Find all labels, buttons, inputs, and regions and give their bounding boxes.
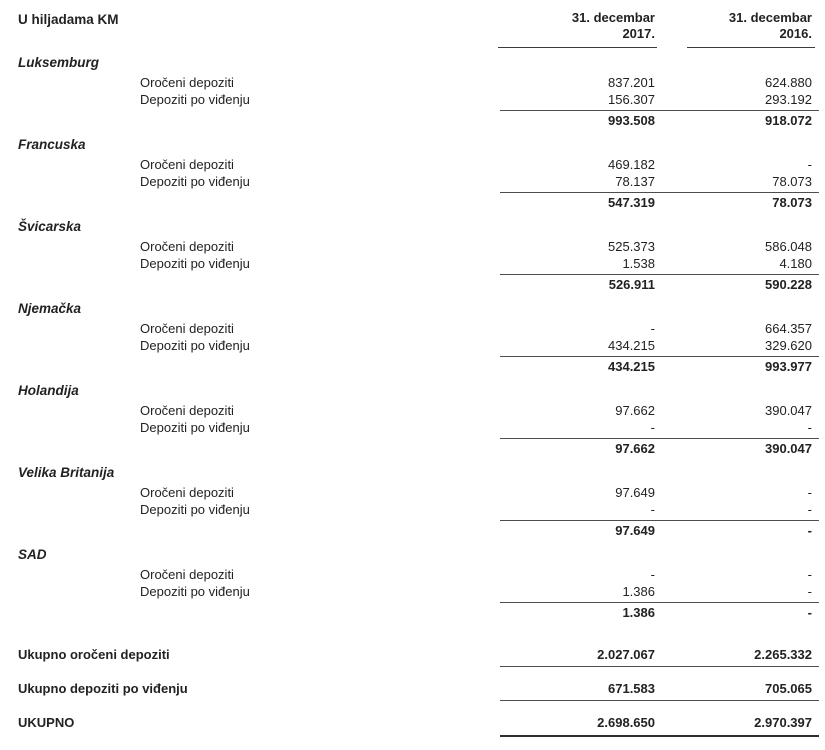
subtotal-2016: - bbox=[807, 605, 812, 620]
value-2016: 624.880 bbox=[765, 75, 812, 90]
total-label: Ukupno depoziti po viđenju bbox=[18, 681, 188, 696]
subtotal-2017: 526.911 bbox=[608, 277, 655, 292]
header-underline-2016 bbox=[687, 47, 815, 48]
total-rule-row bbox=[18, 663, 812, 680]
subtotal-row bbox=[18, 358, 812, 376]
value-2017: 469.182 bbox=[608, 157, 655, 172]
subtotal-row bbox=[18, 604, 812, 622]
value-2016: 329.620 bbox=[765, 338, 812, 353]
total-2016: 705.065 bbox=[765, 681, 812, 696]
value-2016: 4.180 bbox=[779, 256, 812, 271]
unit-label: U hiljadama KM bbox=[18, 12, 119, 27]
row-label: Oročeni depoziti bbox=[140, 157, 234, 172]
subtotal-2016: 993.977 bbox=[765, 359, 812, 374]
total-rule bbox=[500, 666, 819, 667]
country-name: Švicarska bbox=[18, 219, 82, 234]
country-name: Holandija bbox=[18, 383, 79, 398]
value-2017: 156.307 bbox=[608, 92, 655, 107]
row-label: Depoziti po viđenju bbox=[140, 502, 250, 517]
value-2017: 97.662 bbox=[615, 403, 655, 418]
column-header-2016-line1: 31. decembar bbox=[728, 10, 812, 25]
value-2016: 78.073 bbox=[772, 174, 812, 189]
value-2017: 1.386 bbox=[622, 584, 655, 599]
deposit-row bbox=[18, 320, 812, 337]
value-2016: - bbox=[807, 567, 812, 582]
value-2017: - bbox=[650, 321, 655, 336]
value-2017: 837.201 bbox=[608, 75, 655, 90]
value-2016: 390.047 bbox=[765, 403, 812, 418]
deposit-row bbox=[18, 156, 812, 173]
total-2016: 2.970.397 bbox=[754, 715, 812, 730]
value-2016: - bbox=[807, 485, 812, 500]
subtotal-rule bbox=[500, 520, 819, 521]
deposit-row bbox=[18, 501, 812, 518]
country-name: Luksemburg bbox=[18, 55, 100, 70]
table-header bbox=[18, 9, 812, 48]
country-section bbox=[18, 55, 812, 130]
subtotal-rule bbox=[500, 438, 819, 439]
country-name: Njemačka bbox=[18, 301, 82, 316]
totals-section bbox=[18, 646, 812, 750]
row-label: Depoziti po viđenju bbox=[140, 584, 250, 599]
value-2017: - bbox=[650, 567, 655, 582]
column-header-2016 bbox=[655, 10, 812, 48]
value-2017: 78.137 bbox=[615, 174, 655, 189]
row-label: Oročeni depoziti bbox=[140, 567, 234, 582]
subtotal-2016: 78.073 bbox=[772, 195, 812, 210]
value-2016: - bbox=[807, 584, 812, 599]
country-name: Francuska bbox=[18, 137, 86, 152]
row-label: Depoziti po viđenju bbox=[140, 420, 250, 435]
total-2017: 671.583 bbox=[608, 681, 655, 696]
total-2017: 2.698.650 bbox=[597, 715, 655, 730]
subtotal-rule bbox=[500, 274, 819, 275]
grand-total-rule bbox=[500, 735, 819, 737]
country-sections bbox=[18, 55, 812, 622]
row-label: Depoziti po viđenju bbox=[140, 338, 250, 353]
column-header-2017-line2: 2017. bbox=[622, 26, 655, 41]
column-header-2017 bbox=[498, 10, 655, 48]
total-rule bbox=[500, 700, 819, 701]
row-label: Depoziti po viđenju bbox=[140, 256, 250, 271]
total-2017: 2.027.067 bbox=[597, 647, 655, 662]
column-header-2017-line1: 31. decembar bbox=[571, 10, 655, 25]
subtotal-2017: 1.386 bbox=[622, 605, 655, 620]
country-section bbox=[18, 301, 812, 376]
value-2016: 293.192 bbox=[765, 92, 812, 107]
value-2016: 664.357 bbox=[765, 321, 812, 336]
country-section bbox=[18, 547, 812, 622]
value-2016: 586.048 bbox=[765, 239, 812, 254]
deposit-row bbox=[18, 255, 812, 272]
total-label: UKUPNO bbox=[18, 715, 75, 730]
subtotal-rule bbox=[500, 602, 819, 603]
deposit-row bbox=[18, 583, 812, 600]
value-2017: 525.373 bbox=[608, 239, 655, 254]
deposit-row bbox=[18, 173, 812, 190]
total-2016: 2.265.332 bbox=[754, 647, 812, 662]
total-label: Ukupno oročeni depoziti bbox=[18, 647, 170, 662]
total-rule-row bbox=[18, 731, 812, 750]
value-2016: - bbox=[807, 157, 812, 172]
deposit-row bbox=[18, 419, 812, 436]
country-section bbox=[18, 465, 812, 540]
country-section bbox=[18, 383, 812, 458]
country-name: SAD bbox=[18, 547, 47, 562]
row-label: Depoziti po viđenju bbox=[140, 174, 250, 189]
country-section bbox=[18, 219, 812, 294]
column-header-2016-line2: 2016. bbox=[779, 26, 812, 41]
row-label: Oročeni depoziti bbox=[140, 75, 234, 90]
value-2016: - bbox=[807, 502, 812, 517]
row-label: Oročeni depoziti bbox=[140, 403, 234, 418]
deposit-row bbox=[18, 402, 812, 419]
subtotal-row bbox=[18, 522, 812, 540]
subtotal-2016: 918.072 bbox=[765, 113, 812, 128]
value-2017: 434.215 bbox=[608, 338, 655, 353]
deposit-row bbox=[18, 566, 812, 583]
subtotal-2017: 97.662 bbox=[615, 441, 655, 456]
row-label: Oročeni depoziti bbox=[140, 485, 234, 500]
value-2017: - bbox=[650, 502, 655, 517]
row-label: Depoziti po viđenju bbox=[140, 92, 250, 107]
total-row bbox=[18, 646, 812, 663]
deposit-row bbox=[18, 238, 812, 255]
subtotal-2017: 97.649 bbox=[615, 523, 655, 538]
value-2017: 97.649 bbox=[615, 485, 655, 500]
value-2016: - bbox=[807, 420, 812, 435]
subtotal-rule bbox=[500, 110, 819, 111]
deposit-row bbox=[18, 337, 812, 354]
subtotal-rule bbox=[500, 356, 819, 357]
country-section bbox=[18, 137, 812, 212]
subtotal-2016: 590.228 bbox=[765, 277, 812, 292]
subtotal-row bbox=[18, 276, 812, 294]
total-row bbox=[18, 680, 812, 697]
subtotal-2016: 390.047 bbox=[765, 441, 812, 456]
deposit-row bbox=[18, 484, 812, 501]
deposit-row bbox=[18, 91, 812, 108]
value-2017: 1.538 bbox=[622, 256, 655, 271]
subtotal-row bbox=[18, 112, 812, 130]
total-row bbox=[18, 714, 812, 731]
subtotal-2016: - bbox=[807, 523, 812, 538]
subtotal-rule bbox=[500, 192, 819, 193]
header-underline-2017 bbox=[498, 47, 657, 48]
subtotal-2017: 993.508 bbox=[608, 113, 655, 128]
subtotal-row bbox=[18, 194, 812, 212]
row-label: Oročeni depoziti bbox=[140, 321, 234, 336]
row-label: Oročeni depoziti bbox=[140, 239, 234, 254]
country-name: Velika Britanija bbox=[18, 465, 115, 480]
subtotal-2017: 547.319 bbox=[608, 195, 655, 210]
value-2017: - bbox=[650, 420, 655, 435]
total-rule-row bbox=[18, 697, 812, 714]
deposit-row bbox=[18, 74, 812, 91]
subtotal-2017: 434.215 bbox=[608, 359, 655, 374]
subtotal-row bbox=[18, 440, 812, 458]
